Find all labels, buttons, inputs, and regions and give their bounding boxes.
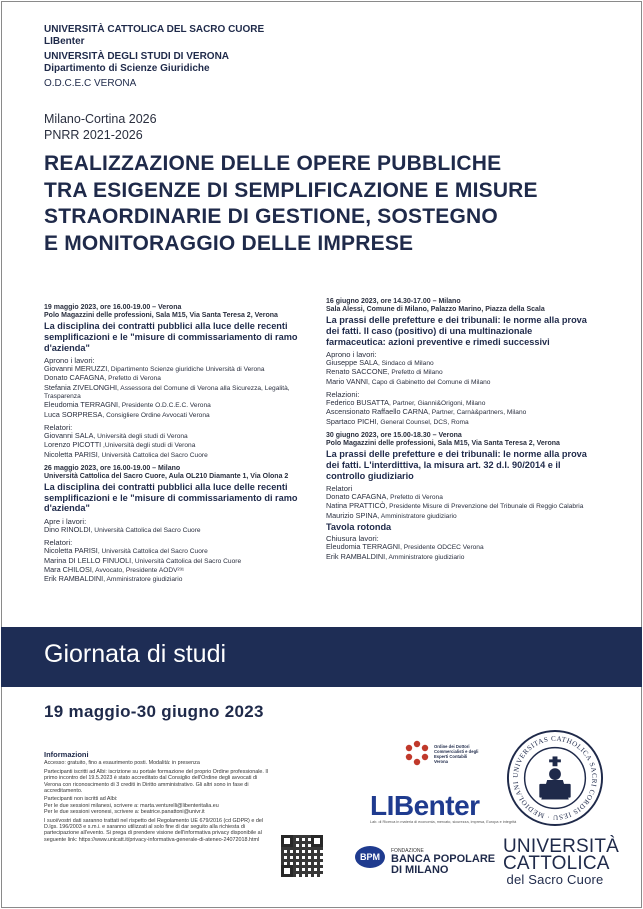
qr-code[interactable] [281, 835, 323, 877]
info-email-milano[interactable]: Per le due sessioni milanesi, scrivere a: marta.venturelli@libenteritalia.eu [44, 802, 219, 809]
person-name: Stefania ZIVELONGHI [44, 382, 117, 392]
org2-sub: Dipartimento di Scienze Giuridiche [44, 62, 210, 74]
open-list [44, 365, 312, 420]
person-name: Lorenzo PICOTTI [44, 440, 102, 450]
unicatt-seal-icon [506, 729, 604, 827]
person-entry [326, 553, 592, 562]
person-name: Eleudomia TERRAGNI [44, 400, 119, 410]
bpm-text [391, 848, 521, 876]
person-role: , Consigliere Ordine Avvocati Verona [102, 411, 210, 419]
person-role: , Amministratore giudiziario [103, 576, 183, 584]
person-role: , Prefetto di Verona [386, 494, 443, 502]
bpm-line-2: BANCA POPOLARE [391, 853, 496, 865]
bpm-line-3: DI MILANO [391, 864, 449, 876]
session-date: 26 maggio 2023, ore 16.00-19.00 – Milano [44, 464, 181, 472]
libenter-logo [370, 790, 516, 824]
person-role: , Sindaco di Milano [377, 360, 434, 368]
person-role: , Presidente Misure di Prevenzione del Tribunale di Reggio Calabria [385, 503, 584, 511]
title-line: REALIZZAZIONE DELLE OPERE PUBBLICHE [44, 152, 502, 175]
close-label: Chiusura lavori: [326, 534, 379, 544]
person-name: Mara CHILOSI [44, 564, 92, 574]
speakers-label: Relazioni: [326, 390, 360, 400]
session-topic: La prassi delle prefetture e dei tribunali: le norme alla prova dei fatti. Il caso (positivo) di una multinazionale farmaceutica: azioni preventive e rimedi successivi [326, 315, 587, 347]
organizers-header [44, 24, 264, 90]
unicatt-line-3: del Sacro Cuore [506, 872, 604, 887]
person-entry [44, 384, 312, 402]
study-day-band [1, 627, 642, 687]
program-right-column [326, 298, 592, 567]
person-role: , Università Cattolica del Sacro Cuore [90, 527, 201, 535]
session-venue: Sala Alessi, Comune di Milano, Palazzo Marino, Piazza della Scala [326, 306, 545, 314]
speakers-list [44, 432, 312, 460]
person-role: , Prefetto di Milano [387, 369, 443, 377]
person-role: , Amministratore giudiziario [385, 553, 465, 561]
bpm-line-1: FONDAZIONE [391, 848, 424, 854]
person-role: , General Counsel, DCS, Roma [376, 418, 469, 426]
person-role: , Università Cattolica del Sacro Cuore [131, 557, 242, 565]
unicatt-line-2: CATTOLICA [503, 853, 610, 874]
speakers-label: Relatori: [44, 422, 73, 432]
open-label: Aprono i lavori: [326, 350, 377, 360]
qr-finder [281, 865, 293, 877]
bpm-mark-icon: BPM [355, 846, 385, 868]
person-entry [44, 575, 312, 584]
info-title: Informazioni [44, 750, 89, 759]
open-list [44, 526, 312, 535]
pre-line-2: PNRR 2021-2026 [44, 128, 143, 142]
org1-name: UNIVERSITÀ CATTOLICA DEL SACRO CUORE [44, 24, 265, 35]
person-role: , Università degli studi di Verona [93, 432, 188, 440]
pre-line-1: Milano-Cortina 2026 [44, 112, 157, 126]
seal-text: UNIVERSITAS CATHOLICA SACRI CORDIS IESU · MEDIOLANI [511, 734, 599, 822]
libenter-wordmark: LIBenter [370, 790, 480, 821]
libenter-tagline: Lab. di Ricerca in materia di economia, mercato, sicurezza, impresa, Europa e integrità [370, 820, 517, 824]
title-line: E MONITORAGGIO DELLE IMPRESE [44, 231, 414, 255]
person-name: Nicoletta PARISI [44, 449, 98, 459]
info-privacy: I suoi/vostri dati saranno trattati nel rispetto del Regolamento UE 679/2016 (cd GDPR) e del D.lgs. 196/2003 e s.m.i. e saranno utilizzati al solo fine di dar seguito alla richiesta di partecipazione all'evento. Si prega di prendere visione dell'informativa privacy disponibile al seguente link: https://www.unicatt.it/privacy-informativa-generale-di-ateneo-24072018.html [44, 817, 264, 843]
unicatt-name [503, 836, 620, 887]
band-label: Giornata di studi [44, 640, 227, 668]
unicatt-logo [503, 729, 620, 887]
org2-name: UNIVERSITÀ DEGLI STUDI DI VERONA [44, 51, 230, 62]
odcec-logo [402, 738, 477, 778]
person-role: , Prefetto di Verona [104, 375, 161, 383]
event-title [44, 151, 604, 257]
person-name: Donato CAFAGNA [326, 492, 387, 502]
open-label: Aprono i lavori: [44, 356, 95, 366]
speakers-list [326, 399, 592, 427]
person-name: Giovanni SALA [44, 430, 94, 440]
info-email-verona[interactable]: Per le due sessioni veronesi, scrivere a: beatrice.panattoni@univr.it [44, 809, 205, 816]
roundtable-label: Tavola rotonda [326, 522, 392, 533]
person-role: , Partner, Gianni&Origoni, Milano [389, 400, 486, 408]
info-unregistered-label: Partecipanti non iscritti ad Albi: [44, 796, 118, 803]
person-role: , Amministratore giudiziario [377, 512, 457, 520]
person-name: Giuseppe SALA [326, 358, 378, 368]
session-2 [44, 465, 312, 585]
info-registered: Partecipanti iscritti ad Albi: iscrizione su portale formazione del proprio Ordine professionale. Il primo incontro del 19.5.2023 è stato accreditato dal Consiglio dell'Ordine degli avvocati di Verona con riconoscimento di 3 crediti in Diritto amministrativo. Gli altri sono in fase di accreditamento. [44, 768, 269, 795]
session-date: 16 giugno 2023, ore 14.30-17.00 – Milano [326, 298, 461, 305]
person-name: Mario VANNI [326, 376, 369, 386]
person-entry [44, 411, 312, 420]
person-name: Erik RAMBALDINI [326, 551, 386, 561]
person-role: ,Università degli studi di Verona [101, 442, 196, 450]
odcec-emblem-icon [402, 738, 432, 768]
person-role: , Capo di Gabinetto del Comune di Milano [368, 378, 491, 386]
session-topic: La prassi delle prefetture e dei tribunali: le norme alla prova dei fatti. L'interdittiva, la misura art. 32 d.l. 90/2014 e il controllo giudiziario [326, 449, 587, 481]
person-name: Donato CAFAGNA [44, 373, 105, 383]
event-dates: 19 maggio-30 giugno 2023 [44, 702, 264, 721]
session-venue: Università Cattolica del Sacro Cuore, Aula OL210 Diamante 1, Via Olona 2 [44, 473, 289, 481]
person-role: , Dipartimento Scienze giuridiche Università di Verona [107, 366, 265, 374]
session-date: 19 maggio 2023, ore 16.00-19.00 – Verona [44, 304, 182, 311]
speakers-list [326, 493, 592, 521]
session-topic: La disciplina dei contratti pubblici alla luce delle recenti semplificazioni e le "misure di commissariamento di ramo d'azienda" [44, 321, 298, 353]
person-entry [326, 418, 592, 427]
person-role: , Partner, Carnà&partners, Milano [428, 409, 527, 417]
session-3 [326, 298, 592, 427]
person-name: Eleudomia TERRAGNI [326, 542, 401, 552]
person-role: , Avvocato, Presidente AODV²³¹ [91, 566, 185, 574]
title-line: TRA ESIGENZE DI SEMPLIFICAZIONE E MISURE [44, 178, 538, 202]
open-label: Apre i lavori: [44, 517, 87, 527]
person-role: , Presidente ODCEC Verona [400, 544, 484, 552]
session-venue: Polo Magazzini delle professioni, Sala M15, Via Santa Teresa 2, Verona [44, 312, 278, 320]
person-role: , Presidente O.D.C.E.C. Verona [118, 402, 211, 410]
title-line: STRAORDINARIE DI GESTIONE, SOSTEGNO [44, 205, 498, 228]
person-name: Nicoletta PARISI [44, 546, 98, 556]
speakers-label: Relatori: [44, 538, 73, 548]
person-name: Erik RAMBALDINI [44, 574, 104, 584]
org1-sub: LIBenter [44, 35, 85, 47]
program-left-column [44, 304, 312, 590]
person-role: , Università Cattolica del Sacro Cuore [97, 548, 208, 556]
person-name: Ascensionato Raffaello CARNA [326, 407, 429, 417]
odcec-text: Ordine dei Dottori Commercialisti e degli Esperti Contabili Verona [434, 744, 479, 764]
person-name: Luca SORPRESA [44, 409, 103, 419]
person-role: , Università Cattolica del Sacro Cuore [97, 451, 208, 459]
session-topic: La disciplina dei contratti pubblici alla luce delle recenti semplificazioni e le "misure di commissariamento di ramo d'azienda" [44, 482, 298, 514]
open-list [326, 359, 592, 387]
person-name: Giovanni MERUZZI [44, 364, 108, 374]
person-entry [326, 512, 592, 521]
session-1 [44, 304, 312, 460]
person-name: Spartaco PICHI [326, 416, 377, 426]
person-name: Maurizio SPINA [326, 510, 378, 520]
person-name: Dino RINOLDI [44, 525, 91, 535]
person-role: , Assessora del Comune di Verona alla Sicurezza, Legalità, Trasparenza [44, 384, 290, 401]
speakers-label: Relatori [326, 484, 353, 494]
person-entry [326, 378, 592, 387]
person-name: Federico BUSATTA [326, 398, 389, 408]
qr-finder [281, 835, 293, 847]
person-name: Renato SACCONE [326, 367, 388, 377]
org3-name: O.D.C.E.C VERONA [44, 78, 137, 89]
session-venue: Polo Magazzini delle professioni, Sala M15, Via Santa Teresa 2, Verona [326, 440, 560, 448]
session-4 [326, 432, 592, 562]
person-name: Marina DI LELLO FINUOLI [44, 555, 132, 565]
event-context [44, 111, 157, 143]
close-list [326, 543, 592, 562]
session-date: 30 giugno 2023, ore 15.00-18.30 – Verona [326, 431, 462, 439]
info-access: Accesso: gratuito, fino a esaurimento posti. Modalità: in presenza [44, 760, 200, 767]
person-entry [44, 526, 312, 535]
person-entry [44, 451, 312, 460]
qr-finder [311, 835, 323, 847]
speakers-list [44, 547, 312, 584]
info-section [44, 752, 274, 845]
unicatt-line-1: UNIVERSITÀ [503, 836, 620, 857]
person-name: Natina PRATTICÒ [326, 501, 386, 511]
